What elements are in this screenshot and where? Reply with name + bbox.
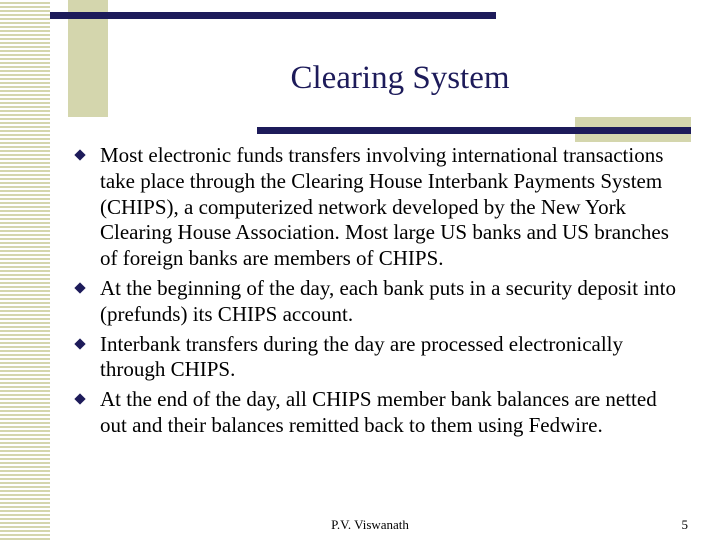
bullet-item xyxy=(76,276,680,328)
bullet-text: Most electronic funds transfers involving international transactions take place through the Clearing House Interbank Payments System (CHIPS), a computerized network developed by the New York Clearing House Association. Most large US banks and US branches of foreign banks are members of CHIPS. xyxy=(100,143,669,271)
diamond-bullet-icon xyxy=(74,394,85,405)
bullet-text: Interbank transfers during the day are processed electronically through CHIPS. xyxy=(100,331,624,382)
bullet-text: At the end of the day, all CHIPS member bank balances are netted out and their balances remitted back to them using Fedwire. xyxy=(100,387,657,437)
bullet-list xyxy=(76,143,680,443)
slide-title: Clearing System xyxy=(290,60,510,96)
decorative-top-line xyxy=(50,12,496,19)
bullet-item xyxy=(76,143,680,272)
bullet-item xyxy=(76,332,680,384)
bullet-text: At the beginning of the day, each bank puts in a security deposit into (prefunds) its CHIPS account. xyxy=(100,275,677,326)
striped-side-panel xyxy=(0,0,50,540)
decorative-divider-line xyxy=(257,127,691,134)
footer-author: P.V. Viswanath xyxy=(331,517,409,532)
diamond-bullet-icon xyxy=(74,282,85,293)
diamond-bullet-icon xyxy=(74,338,85,349)
diamond-bullet-icon xyxy=(74,149,85,160)
page-number: 5 xyxy=(681,517,688,532)
bullet-item xyxy=(76,387,680,439)
